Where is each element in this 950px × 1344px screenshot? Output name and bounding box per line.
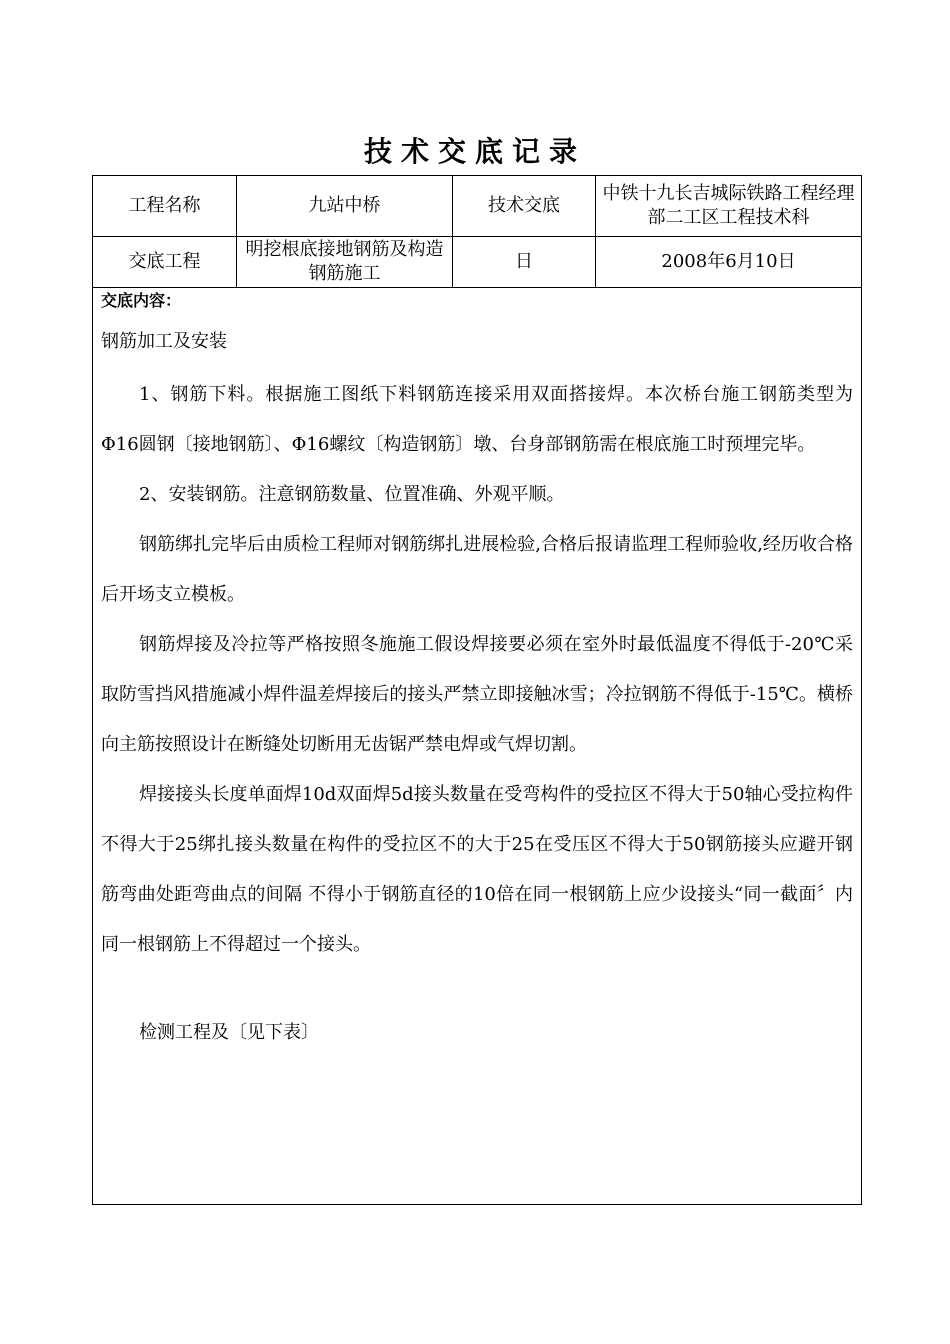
- tech-disclosure-label: 技术交底: [453, 176, 596, 236]
- tech-disclosure-value: 中铁十九长吉城际铁路工程经理部二工区工程技术科: [602, 183, 855, 228]
- inspection-items-line: 检测工程及〔见下表〕: [139, 1022, 319, 1043]
- section-heading: 钢筋加工及安装: [101, 331, 227, 352]
- project-name-value: 九站中桥: [237, 176, 453, 236]
- header-row-2: [93, 237, 861, 288]
- disclosure-form: [92, 175, 862, 1205]
- document-title: 技术交底记录: [363, 135, 586, 168]
- paragraph: 焊接接头长度单面焊10d双面焊5d接头数量在受弯构件的受拉区不得大于50轴心受拉构件不得大于25绑扎接头数量在构件的受拉区不的大于25在受压区不得大于50钢筋接头应避开钢筋弯曲处距弯曲点的间隔 不得小于钢筋直径的10倍在同一根钢筋上应少设接头“同一截面〞内同一根钢筋上不得超过一个接头。: [101, 784, 853, 955]
- paragraph: 钢筋焊接及冷拉等严格按照冬施施工假设焊接要必须在室外时最低温度不得低于-20℃采取防雪挡风措施减小焊件温差焊接后的接头严禁立即接触冰雪；冷拉钢筋不得低于-15℃。横桥向主筋按照设计在断缝处切断用无齿锯严禁电焊或气焊切割。: [101, 634, 853, 755]
- project-name-label: 工程名称: [93, 176, 237, 236]
- work-value: 明挖根底接地钢筋及构造钢筋施工: [237, 237, 453, 287]
- paragraph: 2、安装钢筋。注意钢筋数量、位置准确、外观平顺。: [139, 484, 565, 505]
- date-value: 2008年6月10日: [661, 251, 796, 272]
- work-label: 交底工程: [93, 237, 237, 287]
- content-label: 交底内容：: [101, 291, 182, 310]
- paragraph: 钢筋绑扎完毕后由质检工程师对钢筋绑扎进展检验,合格后报请监理工程师验收,经历收合格后开场支立模板。: [101, 534, 853, 605]
- header-row-1: [93, 176, 861, 237]
- paragraph: 1、钢筋下料。根据施工图纸下料钢筋连接采用双面搭接焊。本次桥台施工钢筋类型为Φ16圆钢〔接地钢筋〕、Φ16螺纹〔构造钢筋〕墩、台身部钢筋需在根底施工时预埋完毕。: [101, 384, 853, 455]
- disclosure-content: [93, 288, 861, 1058]
- date-label: 日: [453, 237, 596, 287]
